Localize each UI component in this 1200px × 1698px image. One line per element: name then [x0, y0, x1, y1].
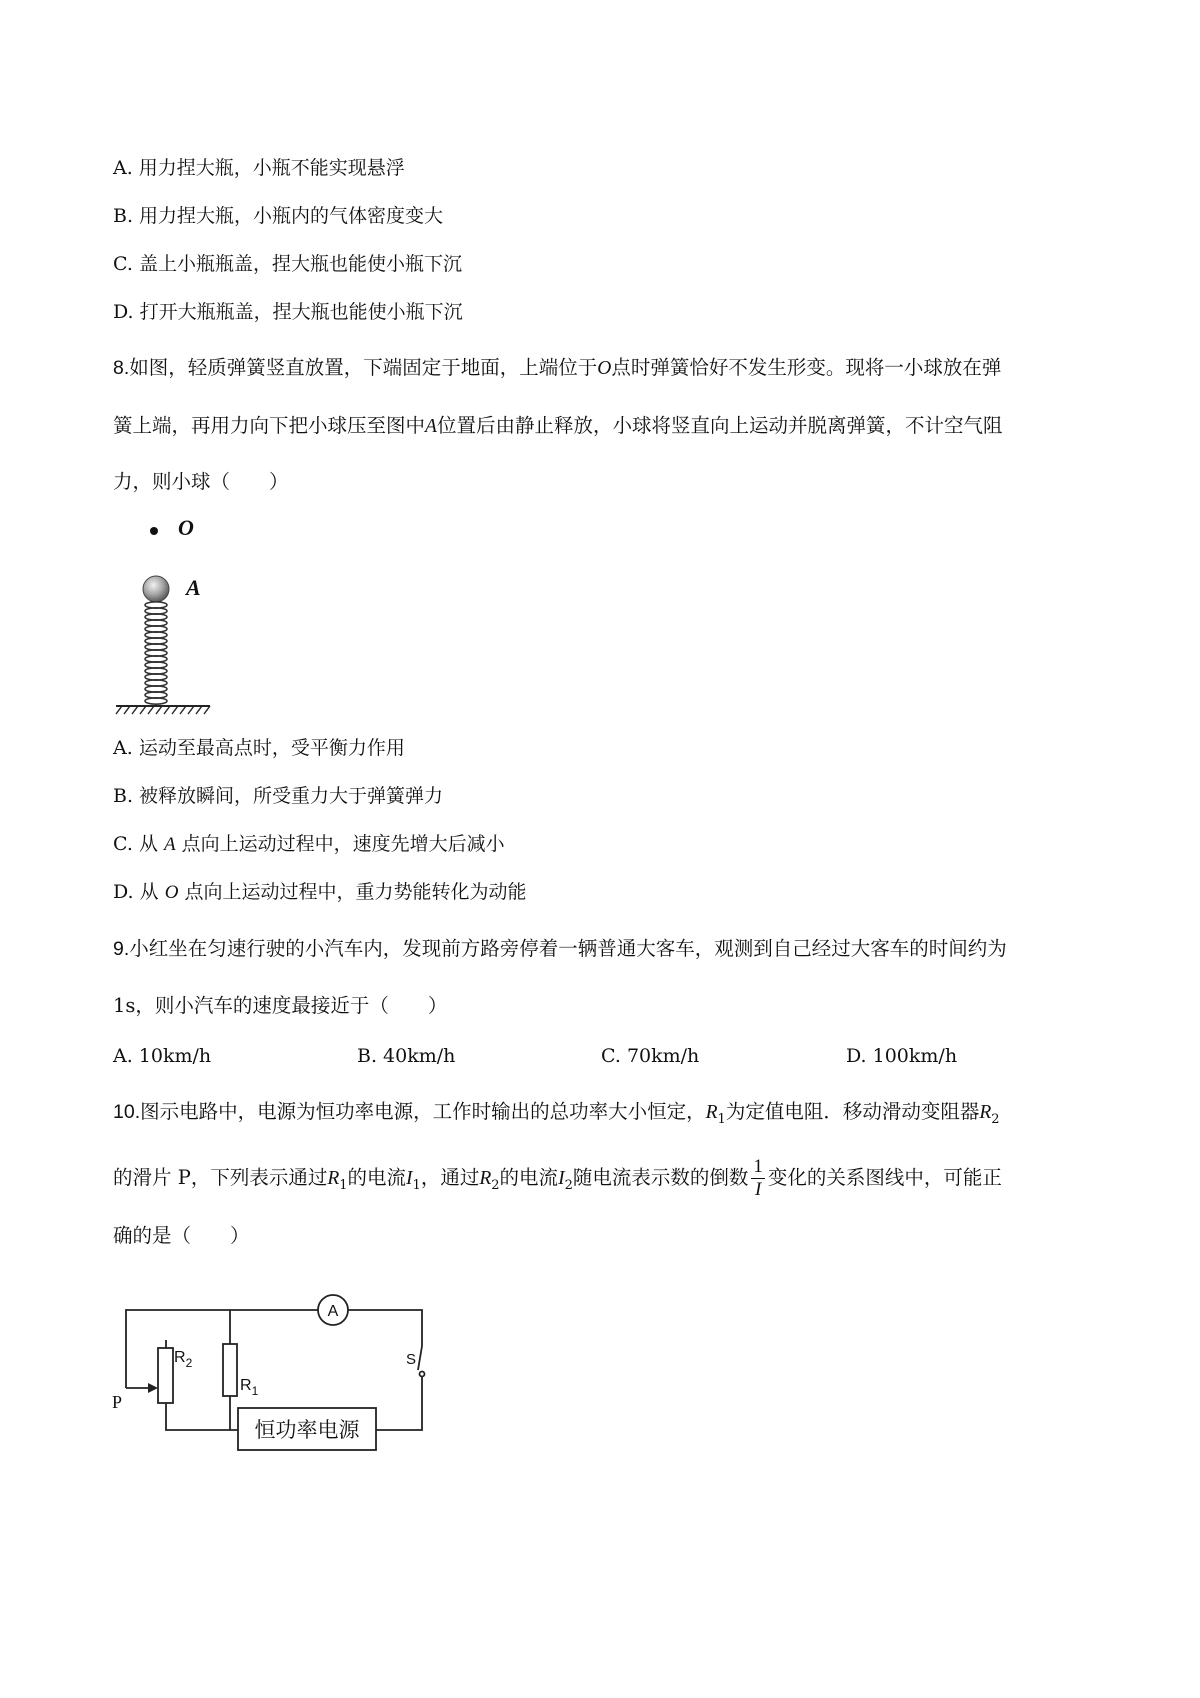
q10-stem-line2 [113, 1156, 1002, 1201]
slider-label: P [112, 1392, 123, 1412]
ammeter-label: A [327, 1303, 339, 1320]
point-o-label: O [178, 515, 194, 540]
var-sub: 2 [564, 1177, 573, 1193]
q10-text: 图示电路中，电源为恒功率电源，工作时输出的总功率大小恒定， [140, 1100, 706, 1123]
ground [116, 706, 210, 714]
q9-text: 小红坐在匀速行驶的小汽车内，发现前方路旁停着一辆普通大客车，观测到自己经过大客车的时间约为 [129, 937, 1007, 960]
var-r1: R [705, 1102, 718, 1123]
q8-text: 位置后由静止释放，小球将竖直向上运动并脱离弹簧，不计空气阻 [436, 414, 1003, 437]
option-var: O [164, 882, 179, 903]
option-text: 点向上运动过程中，速度先增大后减小 [175, 833, 505, 855]
switch-contact [420, 1372, 425, 1377]
resistor-r2 [158, 1348, 173, 1403]
option-text: 从 [138, 833, 164, 855]
wire-bottom-left [166, 1403, 238, 1430]
var-sub: 2 [491, 1177, 500, 1193]
var-sub: 1 [339, 1177, 348, 1193]
q8-text: 簧上端，再用力向下把小球压至图中 [113, 414, 426, 437]
q9-stem-line2: 1s，则小汽车的速度最接近于（ ） [113, 994, 448, 1017]
var-i2: I [558, 1168, 565, 1189]
q9-option-a: A. 10km/h [113, 1045, 212, 1067]
var-sub: 2 [991, 1111, 1000, 1127]
q8-option-c [113, 832, 505, 857]
var-r2: R [479, 1168, 492, 1189]
var-i1: I [406, 1168, 413, 1189]
wire-right [376, 1377, 422, 1430]
switch-blade [418, 1346, 422, 1370]
option-prefix: B. [113, 785, 140, 807]
q10-text: ，通过 [420, 1166, 480, 1189]
q9-option-b: B. 40km/h [357, 1045, 456, 1067]
q8-stem-line2 [113, 414, 1002, 439]
q8-stem-line3: 力，则小球（ ） [113, 470, 289, 493]
fraction-1-over-i [751, 1156, 765, 1201]
ball [143, 576, 169, 602]
switch-label: S [406, 1351, 417, 1368]
option-text: 运动至最高点时，受平衡力作用 [138, 737, 405, 759]
spring-figure [110, 505, 230, 720]
var-r2: R [979, 1102, 992, 1123]
option-var: A [164, 834, 176, 855]
r1-label: $R_1$ [240, 1377, 259, 1398]
q8-stem-line1 [113, 356, 1001, 381]
power-source-label: 恒功率电源 [254, 1418, 360, 1442]
var-sub: 1 [717, 1111, 726, 1127]
q10-text: 随电流表示数的倒数 [572, 1166, 749, 1189]
q10-text: 的电流 [499, 1166, 559, 1189]
q7-option-c: C. 盖上小瓶瓶盖，捏大瓶也能使小瓶下沉 [113, 253, 462, 275]
q10-text: 变化的关系图线中，可能正 [767, 1166, 1002, 1189]
resistor-r1 [223, 1344, 237, 1396]
q8-var-a: A [425, 416, 437, 437]
q8-option-b [113, 784, 443, 808]
q8-var-o: O [597, 358, 612, 379]
option-text: 从 [139, 881, 165, 903]
var-r1: R [327, 1168, 340, 1189]
option-text: 点向上运动过程中，重力势能转化为动能 [178, 881, 527, 903]
wire-top-left [126, 1310, 318, 1388]
r2-label: $R_2$ [174, 1349, 193, 1370]
option-prefix: C. [113, 833, 139, 855]
spring [145, 602, 167, 704]
q8-option-d [113, 880, 526, 905]
q9-number: 9. [113, 938, 130, 960]
q8-text: 点时弹簧恰好不发生形变。现将一小球放在弹 [611, 356, 1002, 379]
var-sub: 1 [412, 1177, 421, 1193]
q10-stem-line1 [113, 1100, 1000, 1132]
point-a-label: A [186, 575, 201, 600]
fraction-denominator: I [754, 1179, 762, 1200]
wire-top-right [348, 1310, 422, 1346]
q8-option-a [113, 736, 405, 760]
q10-text: 的滑片 P，下列表示通过 [113, 1166, 328, 1189]
slider-arrowhead [148, 1383, 158, 1393]
circuit-diagram [110, 1290, 430, 1470]
fraction-numerator: 1 [753, 1156, 763, 1177]
q10-number: 10. [113, 1101, 141, 1123]
q9-option-c: C. 70km/h [601, 1045, 700, 1067]
q7-option-a: A. 用力捏大瓶，小瓶不能实现悬浮 [113, 157, 405, 179]
option-prefix: D. [113, 881, 140, 903]
q8-text: 如图，轻质弹簧竖直放置，下端固定于地面，上端位于 [129, 356, 598, 379]
q10-stem-line3: 确的是（ ） [113, 1224, 250, 1247]
q10-text: 为定值电阻．移动滑动变阻器 [725, 1100, 980, 1123]
q9-stem-line1 [113, 937, 1007, 961]
q9-option-d: D. 100km/h [846, 1045, 958, 1067]
q7-option-b: B. 用力捏大瓶，小瓶内的气体密度变大 [113, 205, 444, 227]
point-o-dot [150, 527, 158, 535]
option-text: 被释放瞬间，所受重力大于弹簧弹力 [139, 785, 444, 807]
q8-number: 8. [113, 357, 130, 379]
q10-text: 的电流 [347, 1166, 407, 1189]
q7-option-d: D. 打开大瓶瓶盖，捏大瓶也能使小瓶下沉 [113, 301, 463, 323]
option-prefix: A. [113, 737, 139, 759]
